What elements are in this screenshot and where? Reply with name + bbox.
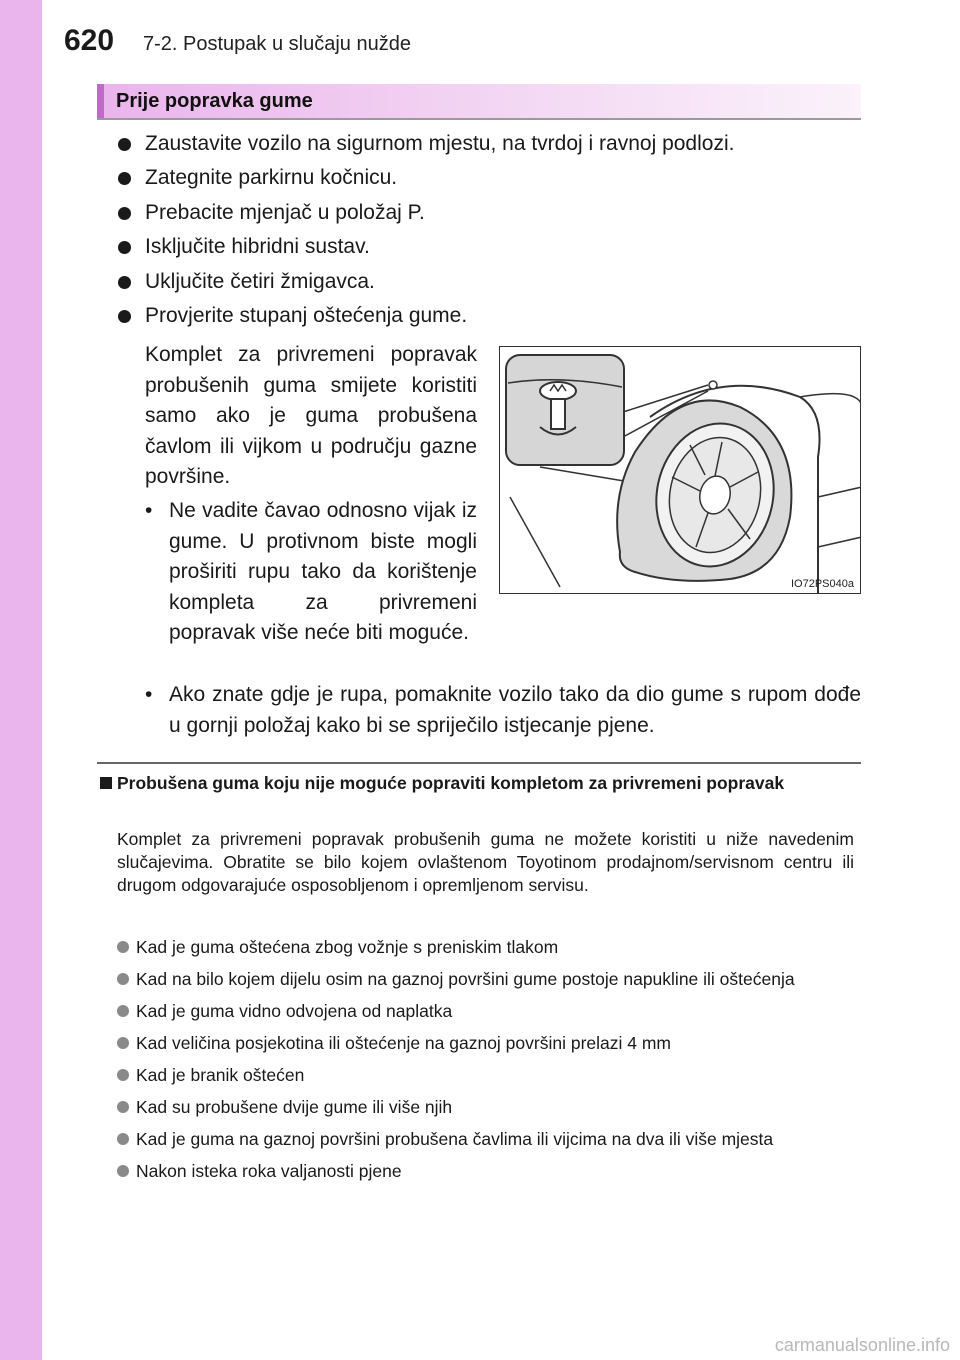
square-bullet-icon [100, 777, 112, 789]
bullet-icon [117, 1005, 129, 1017]
figure-code: IO72PS040a [791, 578, 854, 590]
flat-tire-with-screw-icon [500, 347, 861, 594]
case-item: Kad je guma na gaznoj površini probušena čavlima ili vijcima na dva ili više mjesta [117, 1128, 861, 1151]
bullet-icon [117, 941, 129, 953]
note-title: Probušena guma koju nije moguće popraviti kompletom za privremeni popravak [117, 773, 785, 793]
watermark: carmanualsonline.info [774, 1335, 950, 1355]
repair-kit-description: Komplet za privremeni popravak probušenih guma smijete koristiti samo ako je guma probušena čavlom ili vijkom u području gazne površine. [145, 343, 477, 489]
subpoint-item [145, 680, 861, 741]
bullet-icon [117, 1069, 129, 1081]
page-number: 620 [64, 24, 115, 57]
note-heading [100, 772, 861, 795]
step-item: Isključite hibridni sustav. [118, 233, 878, 267]
bullet-icon [117, 1133, 129, 1145]
bullet-icon [118, 138, 131, 151]
unrepairable-cases-list [117, 936, 861, 1183]
case-item: Kad je branik oštećen [117, 1064, 861, 1087]
step-item: Zategnite parkirnu kočnicu. [118, 164, 878, 198]
bullet-icon [118, 241, 131, 254]
bullet-icon [117, 1165, 129, 1177]
subpoint-marker: • [145, 499, 153, 522]
step-list [118, 130, 878, 336]
step-item: Zaustavite vozilo na sigurnom mjestu, na tvrdoj i ravnoj podlozi. [118, 130, 878, 164]
bullet-icon [118, 310, 131, 323]
subpoint-marker: • [145, 683, 153, 706]
note-body: Komplet za privremeni popravak probušenih guma ne možete koristiti u niže navedenim slučajevima. Obratite se bilo kojem ovlaštenom Toyotinom prodajnom/servisnom centru ili drugom odgovarajuće osposobljenom i opremljenom servisu. [117, 829, 854, 895]
case-item: Kad su probušene dvije gume ili više njih [117, 1096, 861, 1119]
subpoint-item [145, 496, 477, 649]
bullet-icon [117, 1101, 129, 1113]
section-divider [97, 762, 861, 764]
flat-tire-illustration [499, 346, 861, 594]
case-item: Kad je guma oštećena zbog vožnje s preniskim tlakom [117, 936, 861, 959]
bullet-icon [118, 276, 131, 289]
bullet-icon [117, 1037, 129, 1049]
subpoint-text: Ne vadite čavao odnosno vijak iz gume. U protivnom biste mogli proširiti rupu tako da korištenje kompleta za privremeni popravak više neće biti moguće. [169, 499, 477, 645]
case-item: Kad na bilo kojem dijelu osim na gaznoj površini gume postoje napukline ili oštećenja [117, 968, 861, 991]
section-title: Prije popravka gume [116, 90, 313, 112]
side-color-band [0, 0, 42, 1360]
bullet-icon [118, 172, 131, 185]
step-item: Provjerite stupanj oštećenja gume. [118, 302, 878, 336]
case-item: Nakon isteka roka valjanosti pjene [117, 1160, 861, 1183]
section-heading-bar [97, 84, 861, 120]
subpoint-text: Ako znate gdje je rupa, pomaknite vozilo tako da dio gume s rupom dođe u gornji položaj kako bi se spriječilo istjecanje pjene. [169, 683, 861, 737]
chapter-title: 7-2. Postupak u slučaju nužde [143, 33, 411, 55]
case-item: Kad je guma vidno odvojena od naplatka [117, 1000, 861, 1023]
bullet-icon [117, 973, 129, 985]
section-accent [97, 84, 104, 118]
step-item: Prebacite mjenjač u položaj P. [118, 199, 878, 233]
case-item: Kad veličina posjekotina ili oštećenje na gaznoj površini prelazi 4 mm [117, 1032, 861, 1055]
step-item: Uključite četiri žmigavca. [118, 268, 878, 302]
bullet-icon [118, 207, 131, 220]
